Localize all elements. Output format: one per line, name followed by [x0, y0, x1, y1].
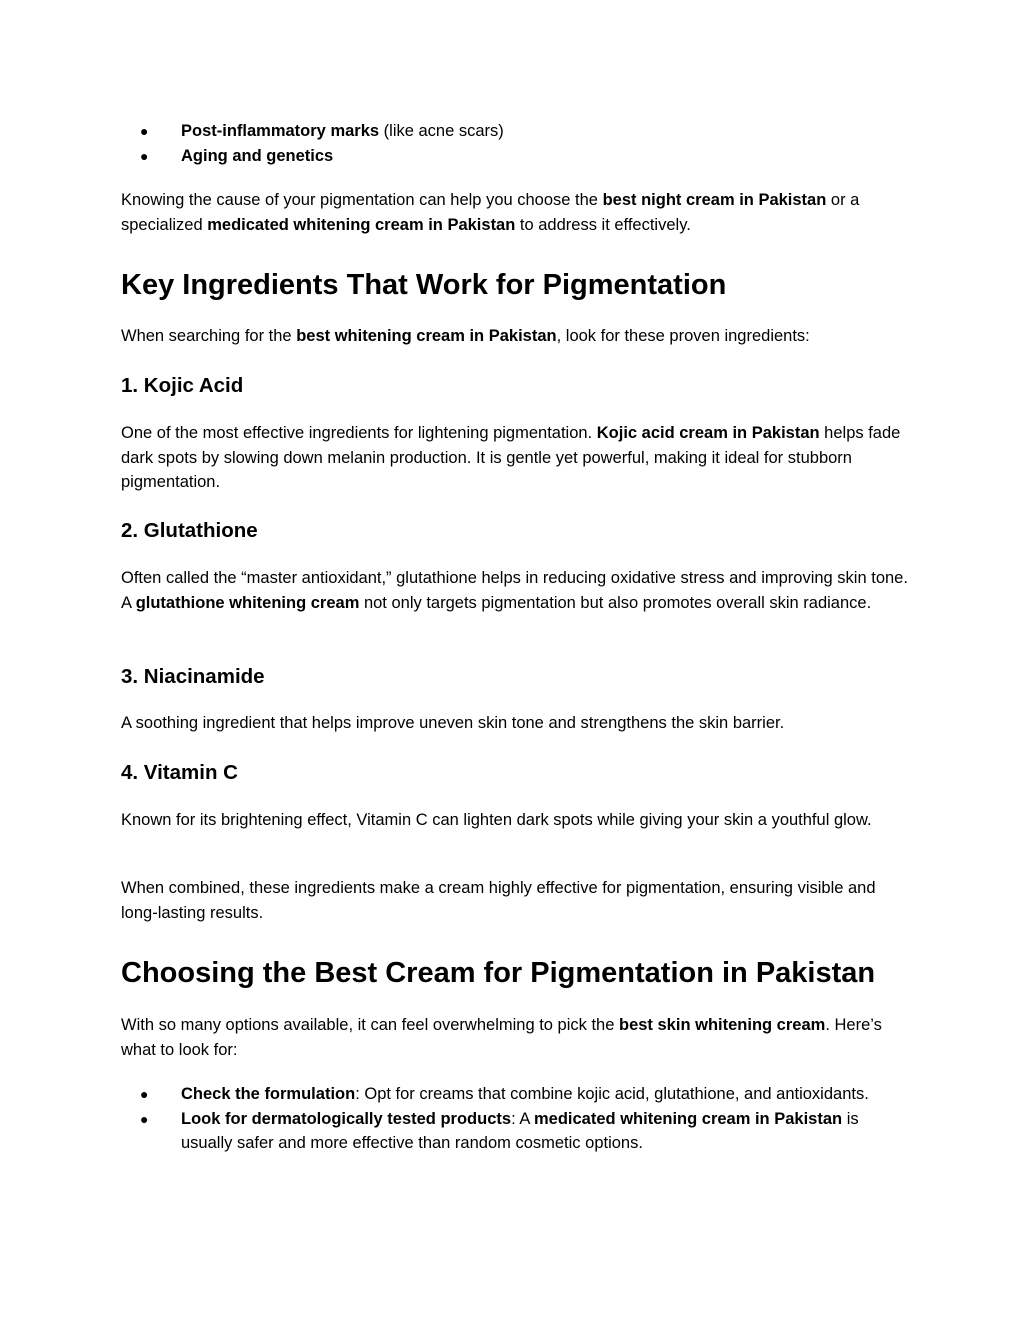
text-run: : Opt for creams that combine kojic acid, glutathione, and antioxidants.	[355, 1085, 869, 1103]
bullet-icon: ●	[140, 1086, 149, 1102]
bold-run: medicated whitening cream in Pakistan	[534, 1109, 843, 1128]
ingredient-heading-niacinamide: 3. Niacinamide	[121, 665, 265, 688]
ingredient-heading-vitamin-c: 4. Vitamin C	[121, 761, 238, 784]
bullet-icon: ●	[140, 1110, 149, 1127]
tips-list	[121, 1082, 911, 1156]
list-item	[121, 144, 911, 169]
bold-run: best whitening cream in Pakistan	[296, 327, 557, 345]
text-run: Knowing the cause of your pigmentation can help you choose the	[121, 191, 603, 209]
list-item	[121, 1082, 911, 1107]
text-run: One of the most effective ingredients for lightening pigmentation.	[121, 424, 597, 442]
text-run: is usually safer and more effective than random cosmetic options.	[181, 1109, 859, 1152]
ingredient-heading-glutathione: 2. Glutathione	[121, 519, 258, 542]
cause-list	[121, 119, 911, 168]
text-run: helps fade dark spots by slowing down melanin production. It is gentle yet powerful, making it ideal for stubborn pigmentation.	[121, 424, 901, 491]
choosing-intro	[121, 1013, 911, 1062]
list-item-bold: Aging and genetics	[181, 146, 334, 165]
ingredient-heading-kojic-acid: 1. Kojic Acid	[121, 374, 244, 397]
text-run: or a specialized	[121, 191, 860, 234]
text-run: When searching for the	[121, 327, 297, 345]
bold-run: Look for dermatologically tested products	[181, 1109, 512, 1128]
text-run: With so many options available, it can feel overwhelming to pick the	[121, 1016, 619, 1034]
ingredient-paragraph-glutathione	[121, 566, 911, 615]
list-item-bold: Post-inflammatory marks	[181, 122, 380, 140]
list-item-text: (like acne scars)	[379, 122, 504, 140]
ingredient-paragraph-vitamin-c	[121, 808, 911, 833]
bold-run: medicated whitening cream in Pakistan	[207, 215, 516, 234]
bold-run: glutathione whitening cream	[135, 593, 360, 612]
ingredient-paragraph-niacinamide	[121, 711, 911, 736]
list-item	[121, 1107, 911, 1156]
bold-run: Check the formulation	[181, 1085, 356, 1103]
text-run: not only targets pigmentation but also promotes overall skin radiance.	[359, 593, 872, 612]
text-run: : A	[511, 1109, 534, 1128]
bullet-icon: ●	[140, 123, 149, 139]
bold-run: Kojic acid cream in Pakistan	[596, 424, 820, 442]
text-run: to address it effectively.	[515, 215, 691, 234]
bold-run: best night cream in Pakistan	[602, 191, 827, 209]
bold-run: best skin whitening cream	[619, 1016, 826, 1034]
section-heading-ingredients: Key Ingredients That Work for Pigmentation	[121, 269, 727, 301]
list-item	[121, 119, 911, 144]
cause-paragraph	[121, 188, 911, 237]
section-heading-choosing: Choosing the Best Cream for Pigmentation in Pakistan	[121, 957, 876, 989]
ingredients-intro	[121, 324, 911, 349]
text-run: . Here’s what to look for:	[121, 1016, 882, 1059]
combined-paragraph: When combined, these ingredients make a cream highly effective for pigmentation, ensuring visible and long-lasting results.	[121, 879, 876, 922]
text-run: A soothing ingredient that helps improve uneven skin tone and strengthens the skin barrier.	[121, 714, 785, 732]
text-run: Known for its brightening effect, Vitamin C can lighten dark spots while giving your skin a youthful glow.	[121, 811, 872, 829]
text-run: Often called the “master antioxidant,” glutathione helps in reducing oxidative stress and improving skin tone. A	[121, 569, 908, 612]
ingredient-paragraph-kojic-acid	[121, 421, 911, 495]
bullet-icon: ●	[140, 147, 149, 164]
text-run: , look for these proven ingredients:	[556, 327, 810, 345]
